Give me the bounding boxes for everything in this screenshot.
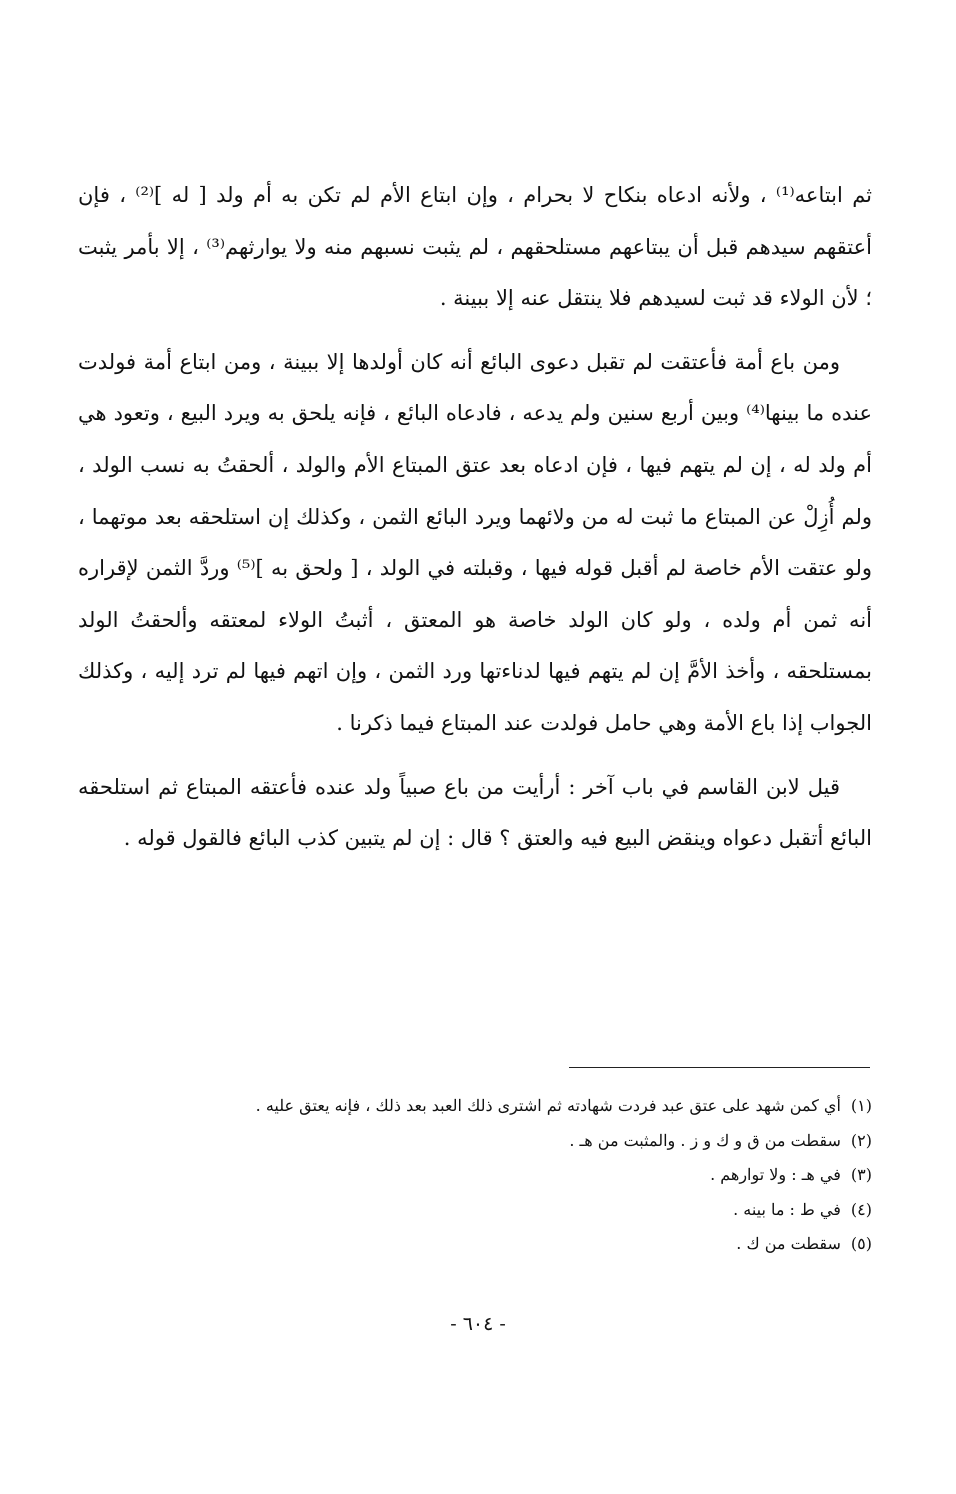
footnote-text: في ط : ما بينه . [733,1199,841,1219]
footnote-3 [110,1158,872,1193]
footnote-4 [110,1193,872,1228]
footnote-number: (٢) [850,1130,872,1150]
paragraph-3: قيل لابن القاسم في باب آخر : أرأيت من باع صبياً ولد عنده فأعتقه المبتاع ثم استلحقه البائع أتقبل دعواه وينقض البيع فيه والعتق ؟ قال : إن لم يتبين كذب البائع فالقول قوله . [78,774,872,851]
footnote-text: أي كمن شهد على عتق عبد فردت شهادته ثم اشترى ذلك العبد بعد ذلك ، فإنه يعتق عليه . [255,1096,841,1115]
footnote-number: (١) [850,1096,872,1115]
footnote-number: (٥) [850,1234,872,1253]
footnote-1 [110,1089,872,1124]
footnote-text: في هـ : ولا توارهم . [710,1165,841,1184]
footnote-text: سقطت من ق و ك و ز . والمثبت من هـ . [569,1130,841,1150]
paragraph-1: ثم ابتاعه⁽¹⁾ ، ولأنه ادعاه بنكاح لا بحرام ، وإن ابتاع الأم لم تكن به أم ولد [ له ]⁽²⁾ ، فإن أعتقهم سيدهم قبل أن يبتاعهم مستلحقهم ، لم يثبت نسبهم منه ولا يوارثهم⁽³⁾ ، إلا بأمر يثبت ؛ لأن الولاء قد ثبت لسيدهم فلا ينتقل عنه إلا ببينة . [78,183,873,311]
footnotes [110,1089,872,1262]
footnote-text: سقطت من ك . [736,1234,841,1253]
footnote-5 [110,1227,872,1262]
footnote-number: (٣) [850,1165,872,1184]
page-number: - ٦٠٤ - [450,1313,506,1335]
footnote-separator [569,1067,870,1068]
main-text [78,170,872,865]
paragraph-2: ومن باع أمة فأعتقت لم تقبل دعوى البائع أنه كان أولدها إلا ببينة ، ومن ابتاع أمة فولدت عنده ما بينها⁽⁴⁾ وبين أربع سنين ولم يدعه ، فادعاه البائع ، فإنه يلحق به ويرد البيع ، وتعود هي أم ولد له ، إن لم يتهم فيها ، فإن ادعاه بعد عتق المبتاع الأم والولد ، ألحقتُ به نسب الولد ، ولم أُزِلْ عن المبتاع ما ثبت له من ولائهما ويرد البائع الثمن ، وكذلك إن استلحقه بعد موتهما ، ولو عتقت الأم خاصة لم أقبل قوله فيها ، وقبلته في الولد ، [ ولحق به ]⁽⁵⁾ وردَّ الثمن لإقراره أنه ثمن أم ولده ، ولو كان الولد خاصة هو المعتق ، أثبتُ الولاء لمعتقه وألحقتُ الولد بمستلحقه ، وأخذ الأمَّ إن لم يتهم فيها لدناءتها ورد الثمن ، وإن اتهم فيها لم ترد إليه ، وكذلك الجواب إذا باع الأمة وهي حامل فولدت عند المبتاع فيما ذكرنا . [78,349,873,735]
footnote-2 [110,1124,872,1159]
footnote-number: (٤) [850,1199,872,1219]
